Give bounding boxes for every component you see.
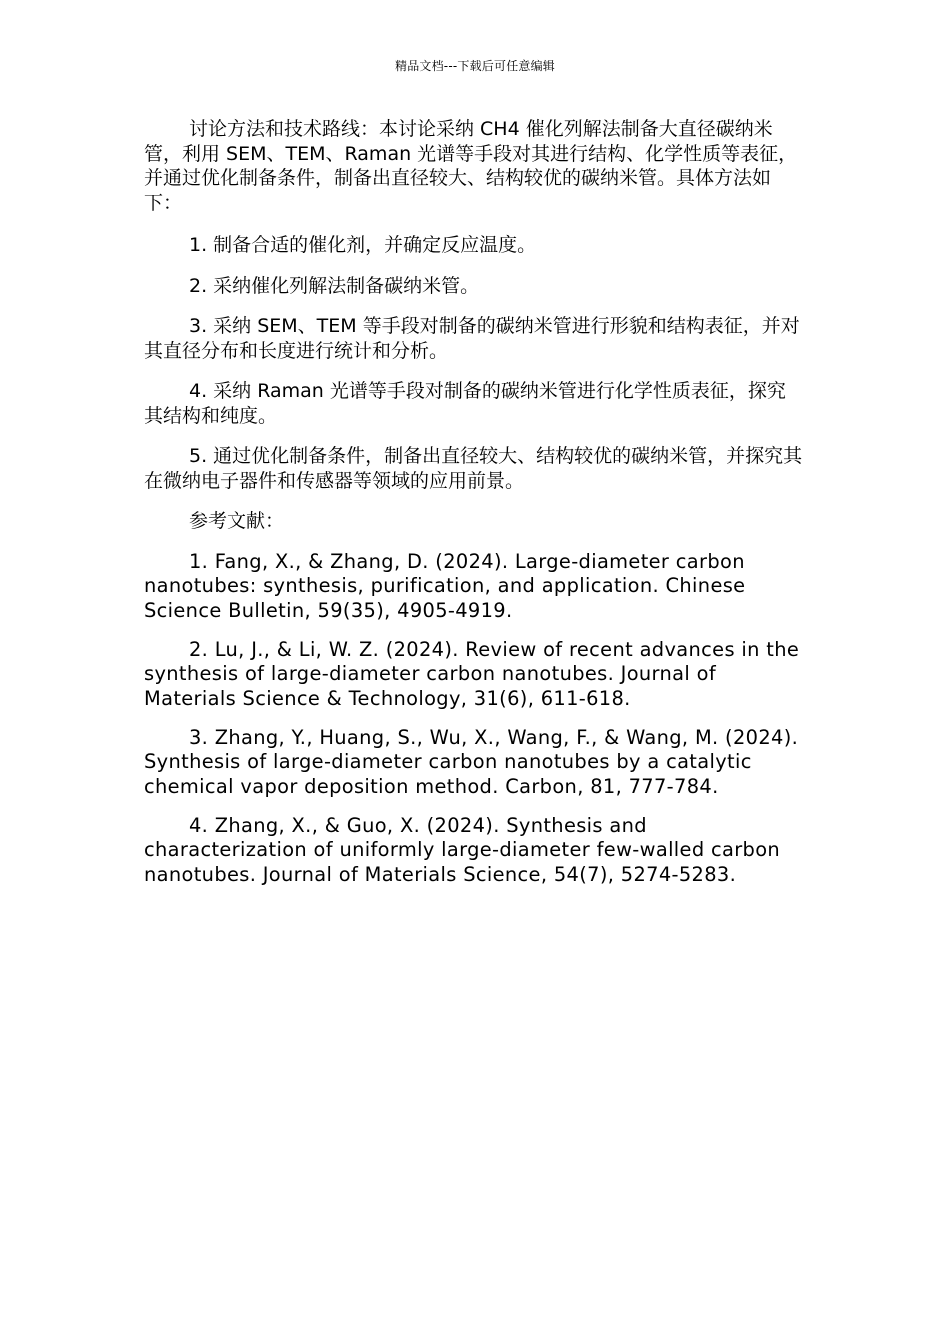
method-step: 2. 采纳催化列解法制备碳纳米管。 (189, 274, 480, 297)
intro-paragraph: 讨论方法和技术路线：本讨论采纳 CH4 催化列解法制备大直径碳纳米管，利用 SEM、TEM、Raman 光谱等手段对其进行结构、化学性质等表征，并通过优化制备条件，制备出直径较大、结构较优的碳纳米管。具体方法如下： (144, 118, 798, 214)
document-body (144, 117, 804, 902)
references-heading: 参考文献： (189, 510, 285, 532)
method-step: 3. 采纳 SEM、TEM 等手段对制备的碳纳米管进行形貌和结构表征，并对其直径分布和长度进行统计和分析。 (144, 315, 800, 362)
page-header: 精品文档---下载后可任意编辑 (395, 59, 555, 73)
reference-item: 2. Lu, J., & Li, W. Z. (2024). Review of recent advances in the synthesis of large-diameter carbon nanotubes. Journal of Materials Science & Technology, 31(6), 611-618. (144, 637, 800, 710)
method-step: 4. 采纳 Raman 光谱等手段对制备的碳纳米管进行化学性质表征，探究其结构和纯度。 (144, 380, 786, 427)
reference-item: 3. Zhang, Y., Huang, S., Wu, X., Wang, F., & Wang, M. (2024). Synthesis of large-diameter carbon nanotubes by a catalytic chemical vapor deposition method. Carbon, 81, 777-784. (144, 725, 799, 798)
reference-item: 4. Zhang, X., & Guo, X. (2024). Synthesis and characterization of uniformly large-diameter few-walled carbon nanotubes. Journal of Materials Science, 54(7), 5274-5283. (144, 813, 781, 886)
reference-item: 1. Fang, X., & Zhang, D. (2024). Large-diameter carbon nanotubes: synthesis, purification, and application. Chinese Science Bulletin, 59(35), 4905-4919. (144, 549, 746, 622)
method-step: 5. 通过优化制备条件，制备出直径较大、结构较优的碳纳米管，并探究其在微纳电子器件和传感器等领域的应用前景。 (144, 445, 803, 492)
method-step: 1. 制备合适的催化剂，并确定反应温度。 (189, 234, 537, 256)
